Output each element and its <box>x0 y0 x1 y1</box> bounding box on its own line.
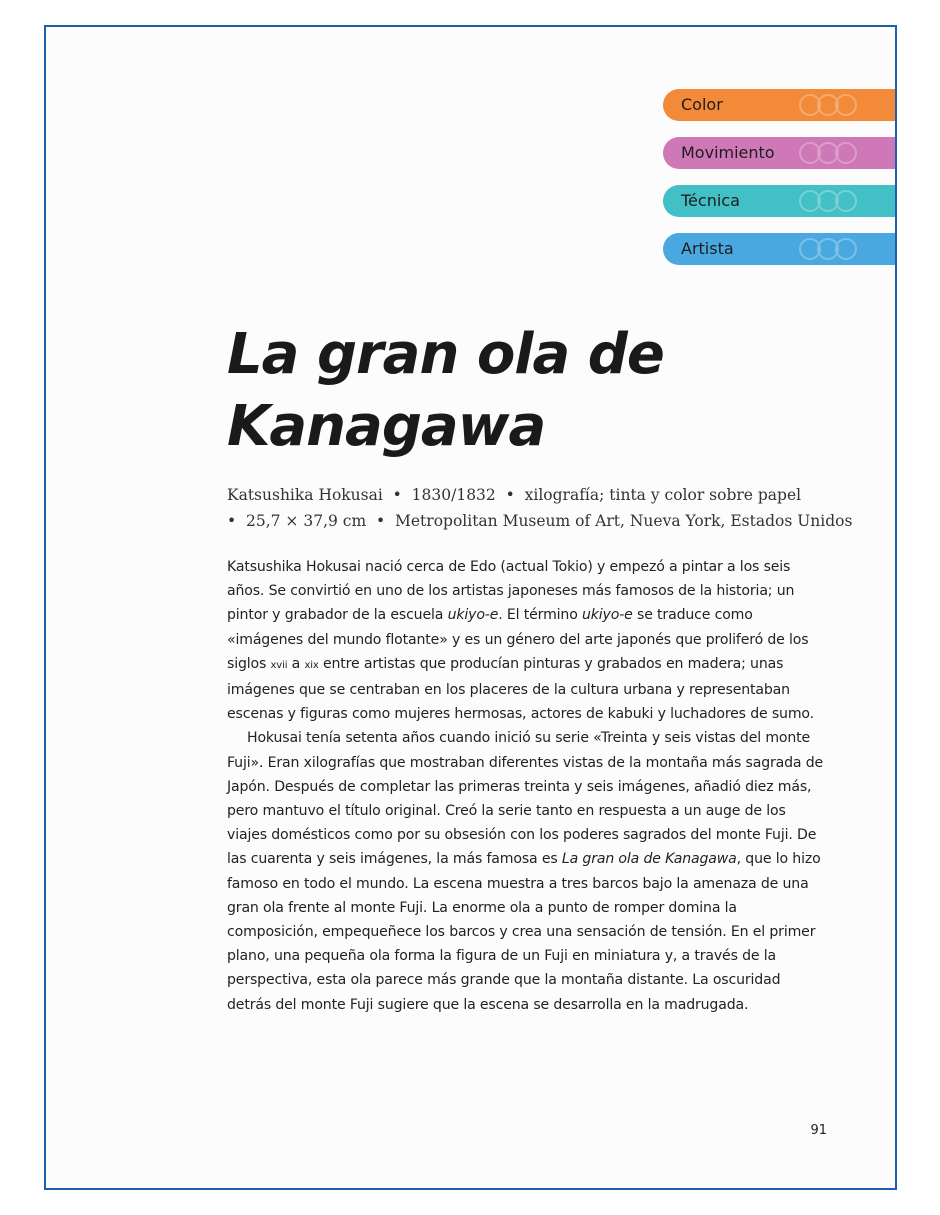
tab-movimiento[interactable] <box>663 137 895 169</box>
circles-decoration-icon <box>803 190 873 212</box>
category-tabs <box>663 89 895 281</box>
body-text <box>227 555 827 1017</box>
artwork-metadata <box>227 482 853 534</box>
circles-decoration-icon <box>803 238 873 260</box>
tab-label: Color <box>681 95 723 114</box>
circles-decoration-icon <box>803 94 873 116</box>
text-run: . El término <box>498 607 582 624</box>
tab-label: Artista <box>681 239 734 258</box>
text-run: a <box>287 655 305 672</box>
text-run: , que lo hizo famoso en todo el mundo. La escena muestra a tres barcos bajo la amenaza de una gran ola frente al monte Fuji. La enorme ola a punto de romper domina la composición, empequeñece los barcos y crea una sensación de tensión. En el primer plano, una pequeña ola forma la figura de un Fuji en miniatura y, a través de la perspectiva, esta ola parece más grande que la montaña distante. La oscuridad detrás del monte Fuji sugiere que la escena se desarrolla en la madrugada. <box>227 851 821 1013</box>
tab-color[interactable] <box>663 89 895 121</box>
metadata-line-2: • 25,7 × 37,9 cm • Metropolitan Museum of Art, Nueva York, Estados Unidos <box>227 512 853 530</box>
small-caps-century: xix <box>304 659 319 671</box>
tab-tecnica[interactable] <box>663 185 895 217</box>
title-line-2: Kanagawa <box>227 394 546 459</box>
paragraph-2 <box>227 726 827 1016</box>
tab-label: Técnica <box>681 191 740 210</box>
book-page <box>44 25 897 1190</box>
italic-artwork-title: La gran ola de Kanagawa <box>561 851 737 868</box>
italic-term: ukiyo-e <box>582 607 633 624</box>
page-title <box>227 319 664 463</box>
title-line-1: La gran ola de <box>227 322 664 387</box>
paragraph-1 <box>227 555 827 726</box>
text-run: entre artistas que producían pinturas y grabados en madera; unas imágenes que se centraban en los placeres de la cultura urbana y representaban escenas y figuras como mujeres hermosas, actores de kabuki y luchadores de sumo. <box>227 655 814 723</box>
tab-label: Movimiento <box>681 143 775 162</box>
circles-decoration-icon <box>803 142 873 164</box>
metadata-line-1: Katsushika Hokusai • 1830/1832 • xilografía; tinta y color sobre papel <box>227 486 802 504</box>
small-caps-century: xvii <box>270 659 288 671</box>
italic-term: ukiyo-e <box>447 607 499 624</box>
page-number: 91 <box>810 1123 827 1138</box>
text-run: Katsushika Hokusai nació cerca de Edo (actual Tokio) y empezó a pintar a los seis años. Se convirtió en uno de los artistas japoneses más famosos de la historia; un pintor y grabador de la escuela <box>227 559 795 624</box>
text-run: Hokusai tenía setenta años cuando inició su serie «Treinta y seis vistas del monte Fuji». Eran xilografías que mostraban diferentes vistas de la montaña más sagrada de Japón. Después de completar las primeras treinta y seis imágenes, añadió diez más, pero mantuvo el título original. Creó la serie tanto en respuesta a un auge de los viajes domésticos como por su obsesión con los poderes sagrados del monte Fuji. De las cuarenta y seis imágenes, la más famosa es <box>227 730 824 868</box>
text-run: se traduce como «imágenes del mundo flotante» y es un género del arte japonés que proliferó de los siglos <box>227 607 809 672</box>
tab-artista[interactable] <box>663 233 895 265</box>
